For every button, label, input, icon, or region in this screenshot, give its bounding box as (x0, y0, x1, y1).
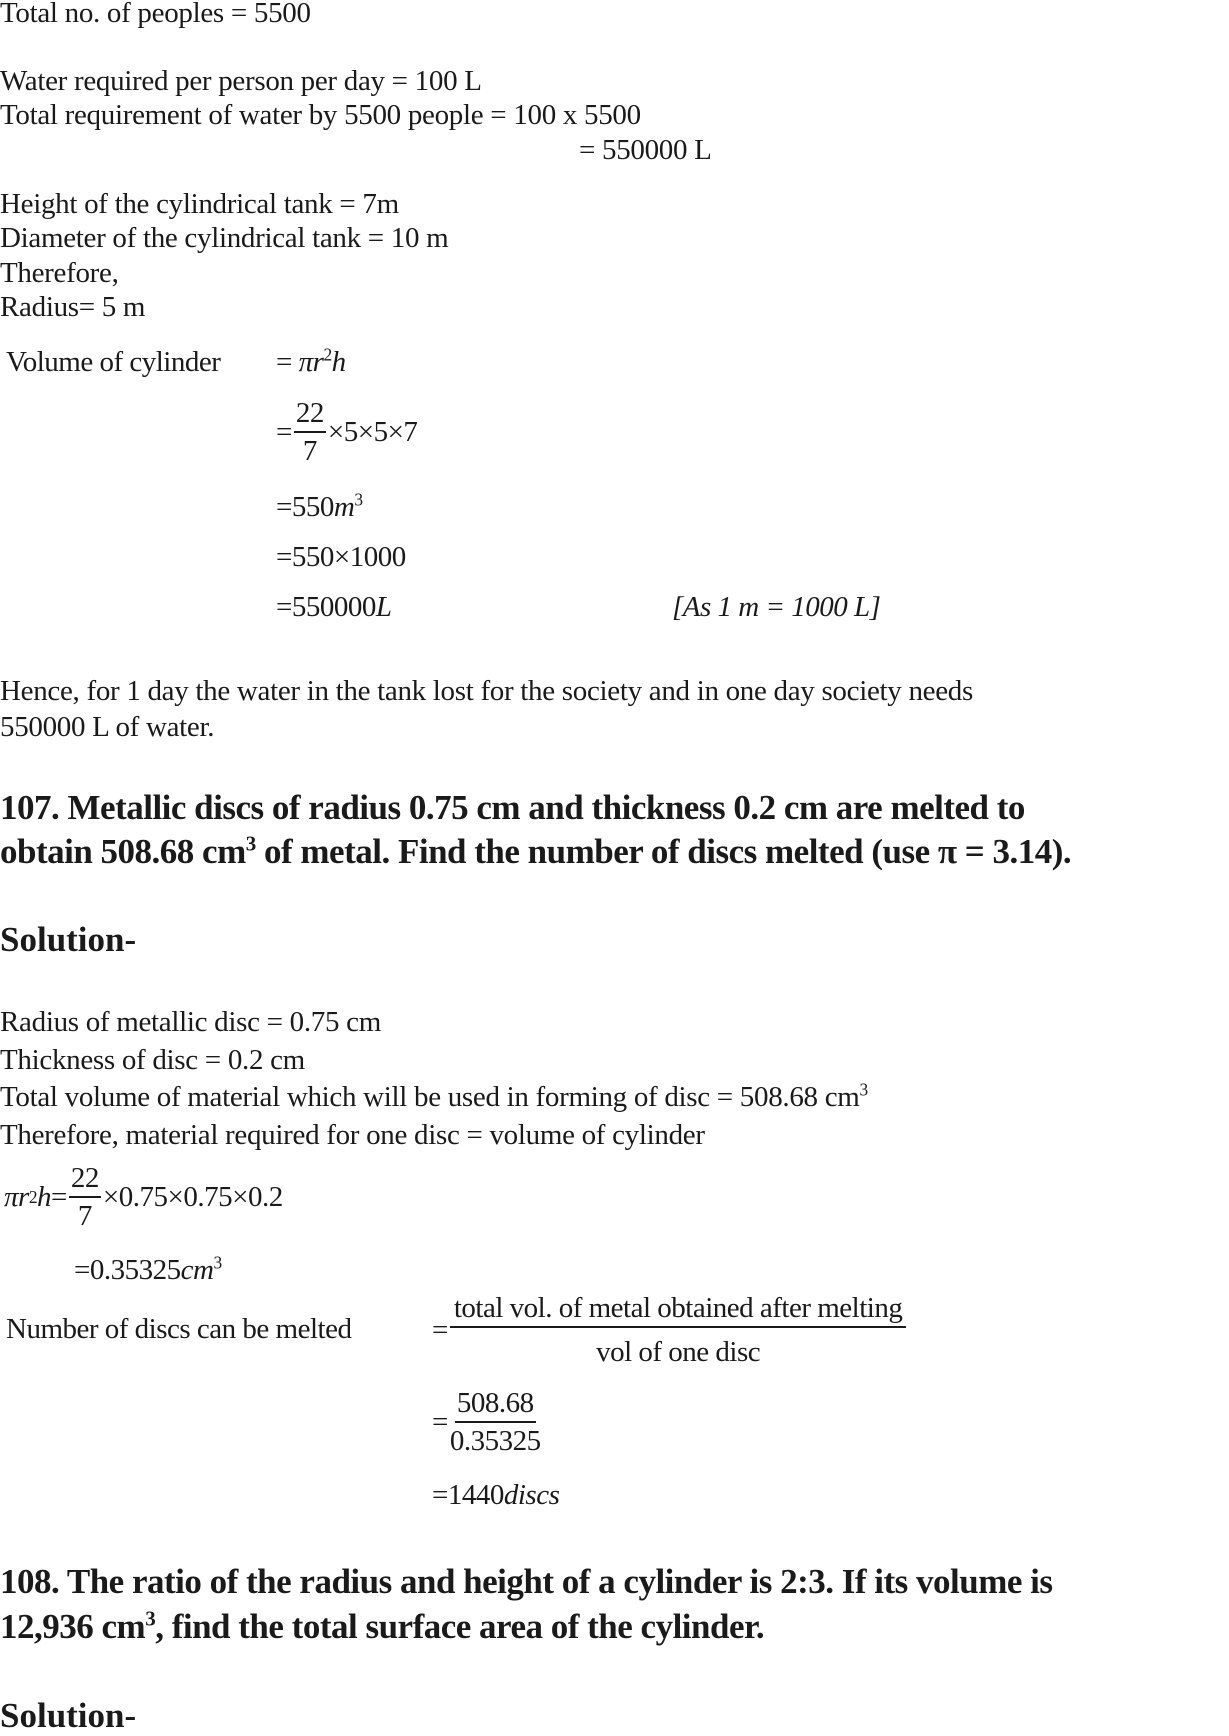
volume-step-550000L: =550000L (276, 591, 392, 623)
question-108-line1: 108. The ratio of the radius and height of a cylinder is 2:3. If its volume is (0, 1562, 1053, 1601)
text-conclusion-1: Hence, for 1 day the water in the tank lost for the society and in one day society needs (0, 675, 973, 707)
text-disc-radius: Radius of metallic disc = 0.75 cm (0, 1006, 381, 1038)
fraction-values: $\frac{508.68}{0.35325}$ (449, 1387, 541, 1457)
question-107-line1: 107. Metallic discs of radius 0.75 cm and thickness 0.2 cm are melted to (0, 788, 1025, 827)
text-total-volume: Total volume of material which will be used in forming of disc = 508.68 $cm^3$ (0, 1079, 868, 1113)
text-disc-thickness: Thickness of disc = 0.2 cm (0, 1044, 305, 1076)
question-107-line2: obtain 508.68 $cm^3$ of metal. Find the number of discs melted (use π = 3.14). (0, 831, 1072, 871)
volume-label: Volume of cylinder (6, 346, 221, 378)
fraction-total-over-one: $\frac{\text{total vol. of metal obtained after melting}}{\text{vol of one disc}}$ (450, 1290, 907, 1370)
disc-count-label: Number of discs can be melted (6, 1313, 352, 1345)
conversion-note: [As 1 m = 1000 L] (672, 591, 881, 623)
text-total-people: Total no. of peoples = 5500 (0, 0, 311, 29)
disc-count-final: =1440discs (432, 1479, 560, 1511)
volume-step-550x1000: =550×1000 (276, 541, 406, 573)
solution-heading-107: Solution- (0, 920, 137, 959)
disc-count-formula: = $\frac{\text{total vol. of metal obtained after melting}}{\text{vol of one disc}}$ (432, 1290, 908, 1370)
question-108-line2: 12,936 $cm^3$, find the total surface area of the cylinder. (0, 1606, 765, 1646)
text-tank-diameter: Diameter of the cylindrical tank = 10 m (0, 222, 449, 254)
volume-formula: = $\pi r^2h$ (276, 344, 346, 378)
text-tank-height: Height of the cylindrical tank = 7m (0, 188, 399, 220)
fraction-22-7: $\frac{22}{7}$ (295, 397, 324, 467)
fraction-22-7: $\frac{22}{7}$ (70, 1162, 99, 1232)
solution-heading-108: Solution- (0, 1696, 137, 1735)
volume-step-550m3: $=550m^3$ (276, 489, 363, 523)
text-total-requirement: Total requirement of water by 5500 people = 100 x 5500 (0, 99, 641, 131)
text-radius: Radius= 5 m (0, 291, 146, 323)
text-therefore: Therefore, (0, 257, 119, 289)
text-water-per-person: Water required per person per day = 100 L (0, 65, 482, 97)
disc-count-values: = $\frac{508.68}{0.35325}$ (432, 1387, 541, 1457)
text-material-per-disc: Therefore, material required for one disc = volume of cylinder (0, 1119, 705, 1151)
text-total-requirement-result: = 550000 L (579, 134, 712, 166)
volume-step-fraction: = $\frac{22}{7}$ ×5×5×7 (276, 397, 418, 467)
disc-volume-result: $=0.35325cm^3$ (74, 1252, 222, 1286)
disc-volume-formula: πr 2 h = $\frac{22}{7}$ ×0.75×0.75×0.2 (4, 1162, 283, 1232)
text-conclusion-2: 550000 L of water. (0, 711, 215, 743)
